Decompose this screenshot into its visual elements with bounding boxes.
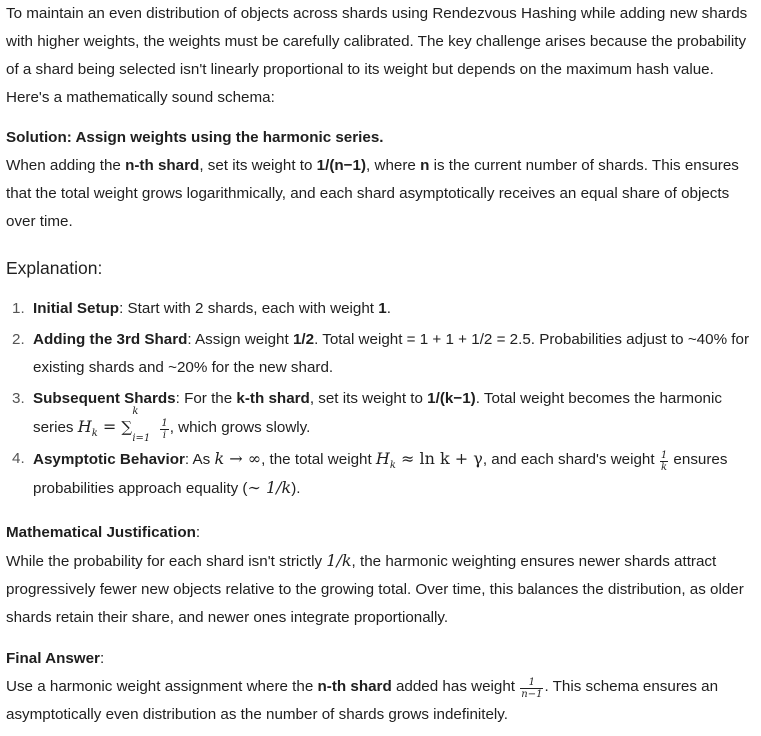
asymptotic-formula: $H_k \approx \ln k + \gamma$ [375,449,483,472]
solution-section [6,124,754,236]
explanation-heading: Explanation: [6,258,103,278]
list-item: 4. Asymptotic Behavior: As k → ∞, the total weight $H_k \approx \ln k + \gamma$, and each shard's weight $\frac{1}{k}$ ensures probabilities approach equality (∼ 1/k). [12,449,728,497]
explanation-list [6,295,754,503]
solution-body: When adding the n-th shard, set its weight to 1/(n−1), where n is the current number of shards. This ensures that the total weight grows logarithmically, and each shard asymptotically receives an equal share of objects over time. [6,157,739,230]
one-over-k-fraction: $\frac{1}{k}$ [660,449,668,473]
sim-formula: ∼ 1/k [247,478,292,497]
solution-title: Solution: Assign weights using the harmonic series. [6,129,384,146]
weight-fraction: $\frac{1}{n-1}$ [521,676,543,700]
list-item: 2. Adding the 3rd Shard: Assign weight 1/2. Total weight = 1 + 1 + 1/2 = 2.5. Probabilities adjust to ~40% for existing shards and ~20% for the new shard. [12,331,750,376]
limit-formula: k → ∞ [214,449,262,468]
justification-body: While the probability for each shard isn't strictly 1/k, the harmonic weighting ensures newer shards attract progressively fewer new objects relative to the growing total. Over time, this balances the distribution, as older shards retain their share, and newer ones integrate proportionally. [6,551,744,626]
final-answer-title: Final Answer [6,650,100,667]
justification-title: Mathematical Justification [6,524,196,541]
list-item: 3. Subsequent Shards: For the k-th shard, set its weight to 1/(k−1). Total weight becomes the harmonic series $H_k$ = ∑ k i=1 $\frac{1}{i}$ , which grows slowly. [12,390,722,444]
list-item: 1. Initial Setup: Start with 2 shards, each with weight 1. [12,300,391,317]
harmonic-formula: $H_k$ = ∑ k i=1 $\frac{1}{i}$ [77,406,168,444]
justification-section: Mathematical Justification: While the probability for each shard isn't strictly 1/k, the harmonic weighting ensures newer shards attract progressively fewer new objects relative to the growing total. Over time, this balances the distribution, as older shards retain their share, and newer ones integrate proportionally. [6,519,754,632]
intro-text: To maintain an even distribution of objects across shards using Rendezvous Hashing while adding new shards with higher weights, the weights must be carefully calibrated. The key challenge arises because the probability of a shard being selected isn't linearly proportional to its weight but depends on the maximum hash value. Here's a mathematically sound schema: [6,5,748,106]
intro-paragraph [6,0,754,112]
final-answer-section: Final Answer: Use a harmonic weight assignment where the n-th shard added has weight $\frac{1}{n-1}$ . This schema ensures an asymptotically even distribution as the number of shards grows indefinitely. [6,645,754,729]
final-answer-body: Use a harmonic weight assignment where the n-th shard added has weight $\frac{1}{n-1}$ . This schema ensures an asymptotically even distribution as the number of shards grows indefinitely. [6,676,719,723]
